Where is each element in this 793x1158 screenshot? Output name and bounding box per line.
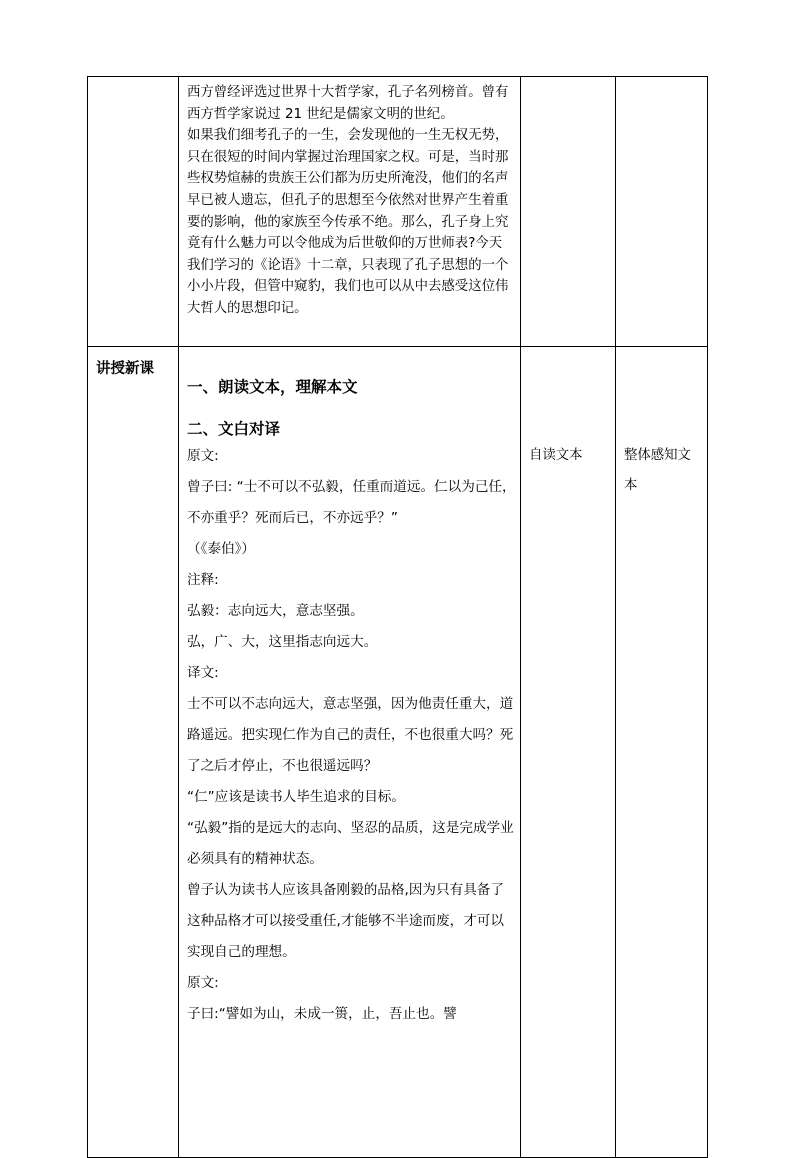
design-intent-cell: 整体感知文本 xyxy=(616,347,708,1158)
lesson-plan-table xyxy=(87,76,708,1158)
intro-label-cell xyxy=(88,77,179,347)
content-line: 译文: xyxy=(187,665,219,681)
content-line: 原文: xyxy=(187,975,219,991)
section-content-cell xyxy=(179,347,521,1158)
intro-paragraph-2: 如果我们细考孔子的一生，会发现他的一生无权无势，只在很短的时间内掌握过治理国家之权。可是，当时那些权势煊赫的贵族王公们都为历史所淹没，他们的名声早已被人遗忘，但孔子的思想至今依然对世界产生着重要的影响，他的家族至今传承不绝。那么，孔子身上究竟有什么魅力可以令他成为后世敬仰的万世师表?今天我们学习的《论语》十二章，只表现了孔子思想的一个小小片段，但管中窥豹，我们也可以从中去感受这位伟大哲人的思想印记。 xyxy=(187,128,509,316)
intro-row xyxy=(88,77,708,347)
intro-content-cell xyxy=(179,77,521,347)
intro-intent-cell xyxy=(616,77,708,347)
content-line: 曾子曰: “士不可以不弘毅，任重而道远。仁以为己任，不亦重乎？死而后已，不亦远乎？” xyxy=(187,479,516,526)
content-line: “弘毅”指的是远大的志向、坚忍的品质，这是完成学业必须具有的精神状态。 xyxy=(187,820,514,867)
content-line: 弘，广、大，这里指志向远大。 xyxy=(187,634,378,650)
content-line: 子曰:“譬如为山，未成一篑，止，吾止也。譬 xyxy=(187,1006,457,1022)
heading-read-text: 一、朗读文本，理解本文 xyxy=(187,378,358,396)
content-line: 注释: xyxy=(187,572,219,588)
student-activity-cell: 自读文本 xyxy=(521,347,616,1158)
content-line: 士不可以不志向远大，意志坚强，因为他责任重大，道路遥远。把实现仁作为自己的责任，不也很重大吗？死了之后才停止，不也很遥远吗？ xyxy=(187,696,514,774)
content-line: 原文: xyxy=(187,448,219,464)
new-lesson-row xyxy=(88,347,708,1158)
content-line: “仁”应该是读书人毕生追求的目标。 xyxy=(187,789,405,805)
intro-student-cell xyxy=(521,77,616,347)
heading-translation: 二、文白对译 xyxy=(187,420,281,438)
intro-paragraph-1: 西方曾经评选过世界十大哲学家，孔子名列榜首。曾有西方哲学家说过 21 世纪是儒家文明的世纪。 xyxy=(187,85,509,122)
section-label: 讲授新课 xyxy=(88,347,179,1158)
content-line: 曾子认为读书人应该具备刚毅的品格,因为只有具备了这种品格才可以接受重任,才能够不半途而废，才可以实现自己的理想。 xyxy=(187,882,504,960)
content-line: 弘毅：志向远大，意志坚强。 xyxy=(187,603,364,619)
content-line: （《泰伯》） xyxy=(187,541,255,557)
